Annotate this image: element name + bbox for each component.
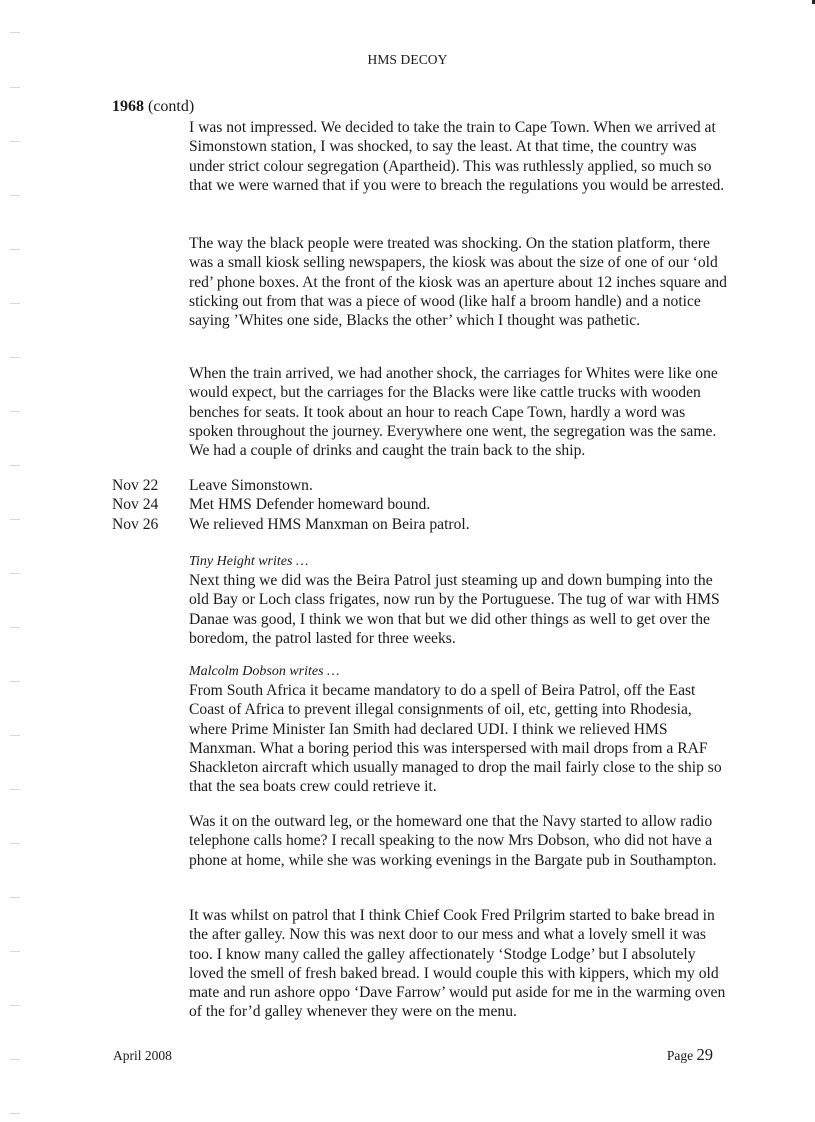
year-suffix: (contd): [144, 98, 195, 115]
paragraph: It was whilst on patrol that I think Chief Cook Fred Prilgrim started to bake bread in the after galley. Now this was next door to our mess and what a lovely smell it was too. I know many called the galley affectionately ‘Stodge Lodge’ but I absolutely loved the smell of fresh baked bread. I would couple this with kippers, which my old mate and run ashore oppo ‘Dave Farrow’ would put aside for me in the warming oven of the for’d galley whenever they were on the menu.: [189, 907, 726, 1021]
margin-tick: [10, 843, 20, 844]
margin-tick: [10, 897, 20, 898]
margin-tick: [10, 1059, 20, 1060]
entry-date: Nov 22: [112, 477, 159, 494]
margin-tick: [10, 195, 20, 196]
margin-tick: [10, 627, 20, 628]
narrative-block: [189, 812, 729, 870]
margin-tick: [10, 141, 20, 142]
margin-tick: [10, 789, 20, 790]
margin-tick: [10, 951, 20, 952]
page-number: 29: [696, 1045, 713, 1064]
entry-text: Leave Simonstown.: [189, 477, 313, 494]
paragraph: I was not impressed. We decided to take the train to Cape Town. When we arrived at Simonstown station, I was shocked, to say the least. At that time, the country was under strict colour segregation (Apartheid). This was ruthlessly applied, so much so that we were warned that if you were to breach the regulations you would be arrested.: [189, 119, 725, 194]
narrative-block: [189, 118, 729, 195]
margin-tick: [10, 411, 20, 412]
narrative-block: [189, 906, 729, 1022]
margin-tick: [10, 249, 20, 250]
margin-tick: [10, 519, 20, 520]
entry-text: We relieved HMS Manxman on Beira patrol.: [189, 515, 470, 533]
entry-text: Met HMS Defender homeward bound.: [189, 496, 431, 514]
log-entry: [112, 515, 470, 534]
punch-hole-marks: [10, 0, 22, 1122]
narrative-block: [189, 234, 729, 330]
page-label: Page: [666, 1048, 697, 1063]
page-header-title: HMS DECOY: [367, 52, 448, 67]
margin-tick: [10, 735, 20, 736]
margin-tick: [10, 1113, 20, 1114]
narrative-block: [189, 364, 729, 460]
account-tiny-height: [189, 552, 729, 648]
log-entry: [112, 476, 470, 495]
margin-tick: [10, 357, 20, 358]
account-byline: Tiny Height writes …: [189, 554, 309, 569]
paragraph: When the train arrived, we had another shock, the carriages for Whites were like one would expect, but the carriages for the Blacks were like cattle trucks with wooden benches for seats. It took about an hour to reach Cape Town, hardly a word was spoken throughout the journey. Everywhere one went, the segregation was the same. We had a couple of drinks and caught the train back to the ship.: [189, 365, 718, 460]
margin-tick: [10, 573, 20, 574]
margin-tick: [10, 303, 20, 304]
entry-date: Nov 24: [112, 496, 159, 514]
paragraph: Next thing we did was the Beira Patrol just steaming up and down bumping into the old Bay or Loch class frigates, now run by the Portuguese. The tug of war with HMS Danae was good, I think we won that but we did other things as well to get over the boredom, the patrol lasted for three weeks.: [189, 572, 720, 647]
paragraph: Was it on the outward leg, or the homeward one that the Navy started to allow radio telephone calls home? I recall speaking to the now Mrs Dobson, who did not have a phone at home, while she was working evenings in the Bargate pub in Southampton.: [189, 813, 717, 869]
footer-page-number: [667, 1045, 713, 1065]
paragraph: From South Africa it became mandatory to do a spell of Beira Patrol, off the East Coast of Africa to prevent illegal consignments of oil, etc, getting into Rhodesia, where Prime Minister Ian Smith had declared UDI. I think we relieved HMS Manxman. What a boring period this was interspersed with mail drops from a RAF Shackleton aircraft which usually managed to drop the mail fairly close to the ship so that the sea boats crew could retrieve it.: [189, 682, 722, 796]
year: 1968: [112, 98, 144, 115]
section-year-heading: [112, 98, 194, 116]
log-entry: [112, 495, 470, 514]
entry-date: Nov 26: [112, 515, 159, 533]
margin-tick: [10, 32, 20, 33]
log-entries: [112, 476, 470, 534]
account-byline: Malcolm Dobson writes …: [189, 664, 340, 679]
footer-date: April 2008: [113, 1048, 172, 1063]
paragraph: The way the black people were treated was shocking. On the station platform, there was a small kiosk selling newspapers, the kiosk was about the size of one of our ‘old red’ phone boxes. At the front of the kiosk was an aperture about 12 inches square and sticking out from that was a piece of wood (like half a broom handle) and a notice saying ’Whites one side, Blacks the other’ which I thought was pathetic.: [189, 235, 727, 330]
margin-tick: [10, 87, 20, 88]
margin-tick: [10, 465, 20, 466]
account-malcolm-dobson: [189, 662, 729, 797]
margin-tick: [10, 681, 20, 682]
margin-tick: [10, 1005, 20, 1006]
